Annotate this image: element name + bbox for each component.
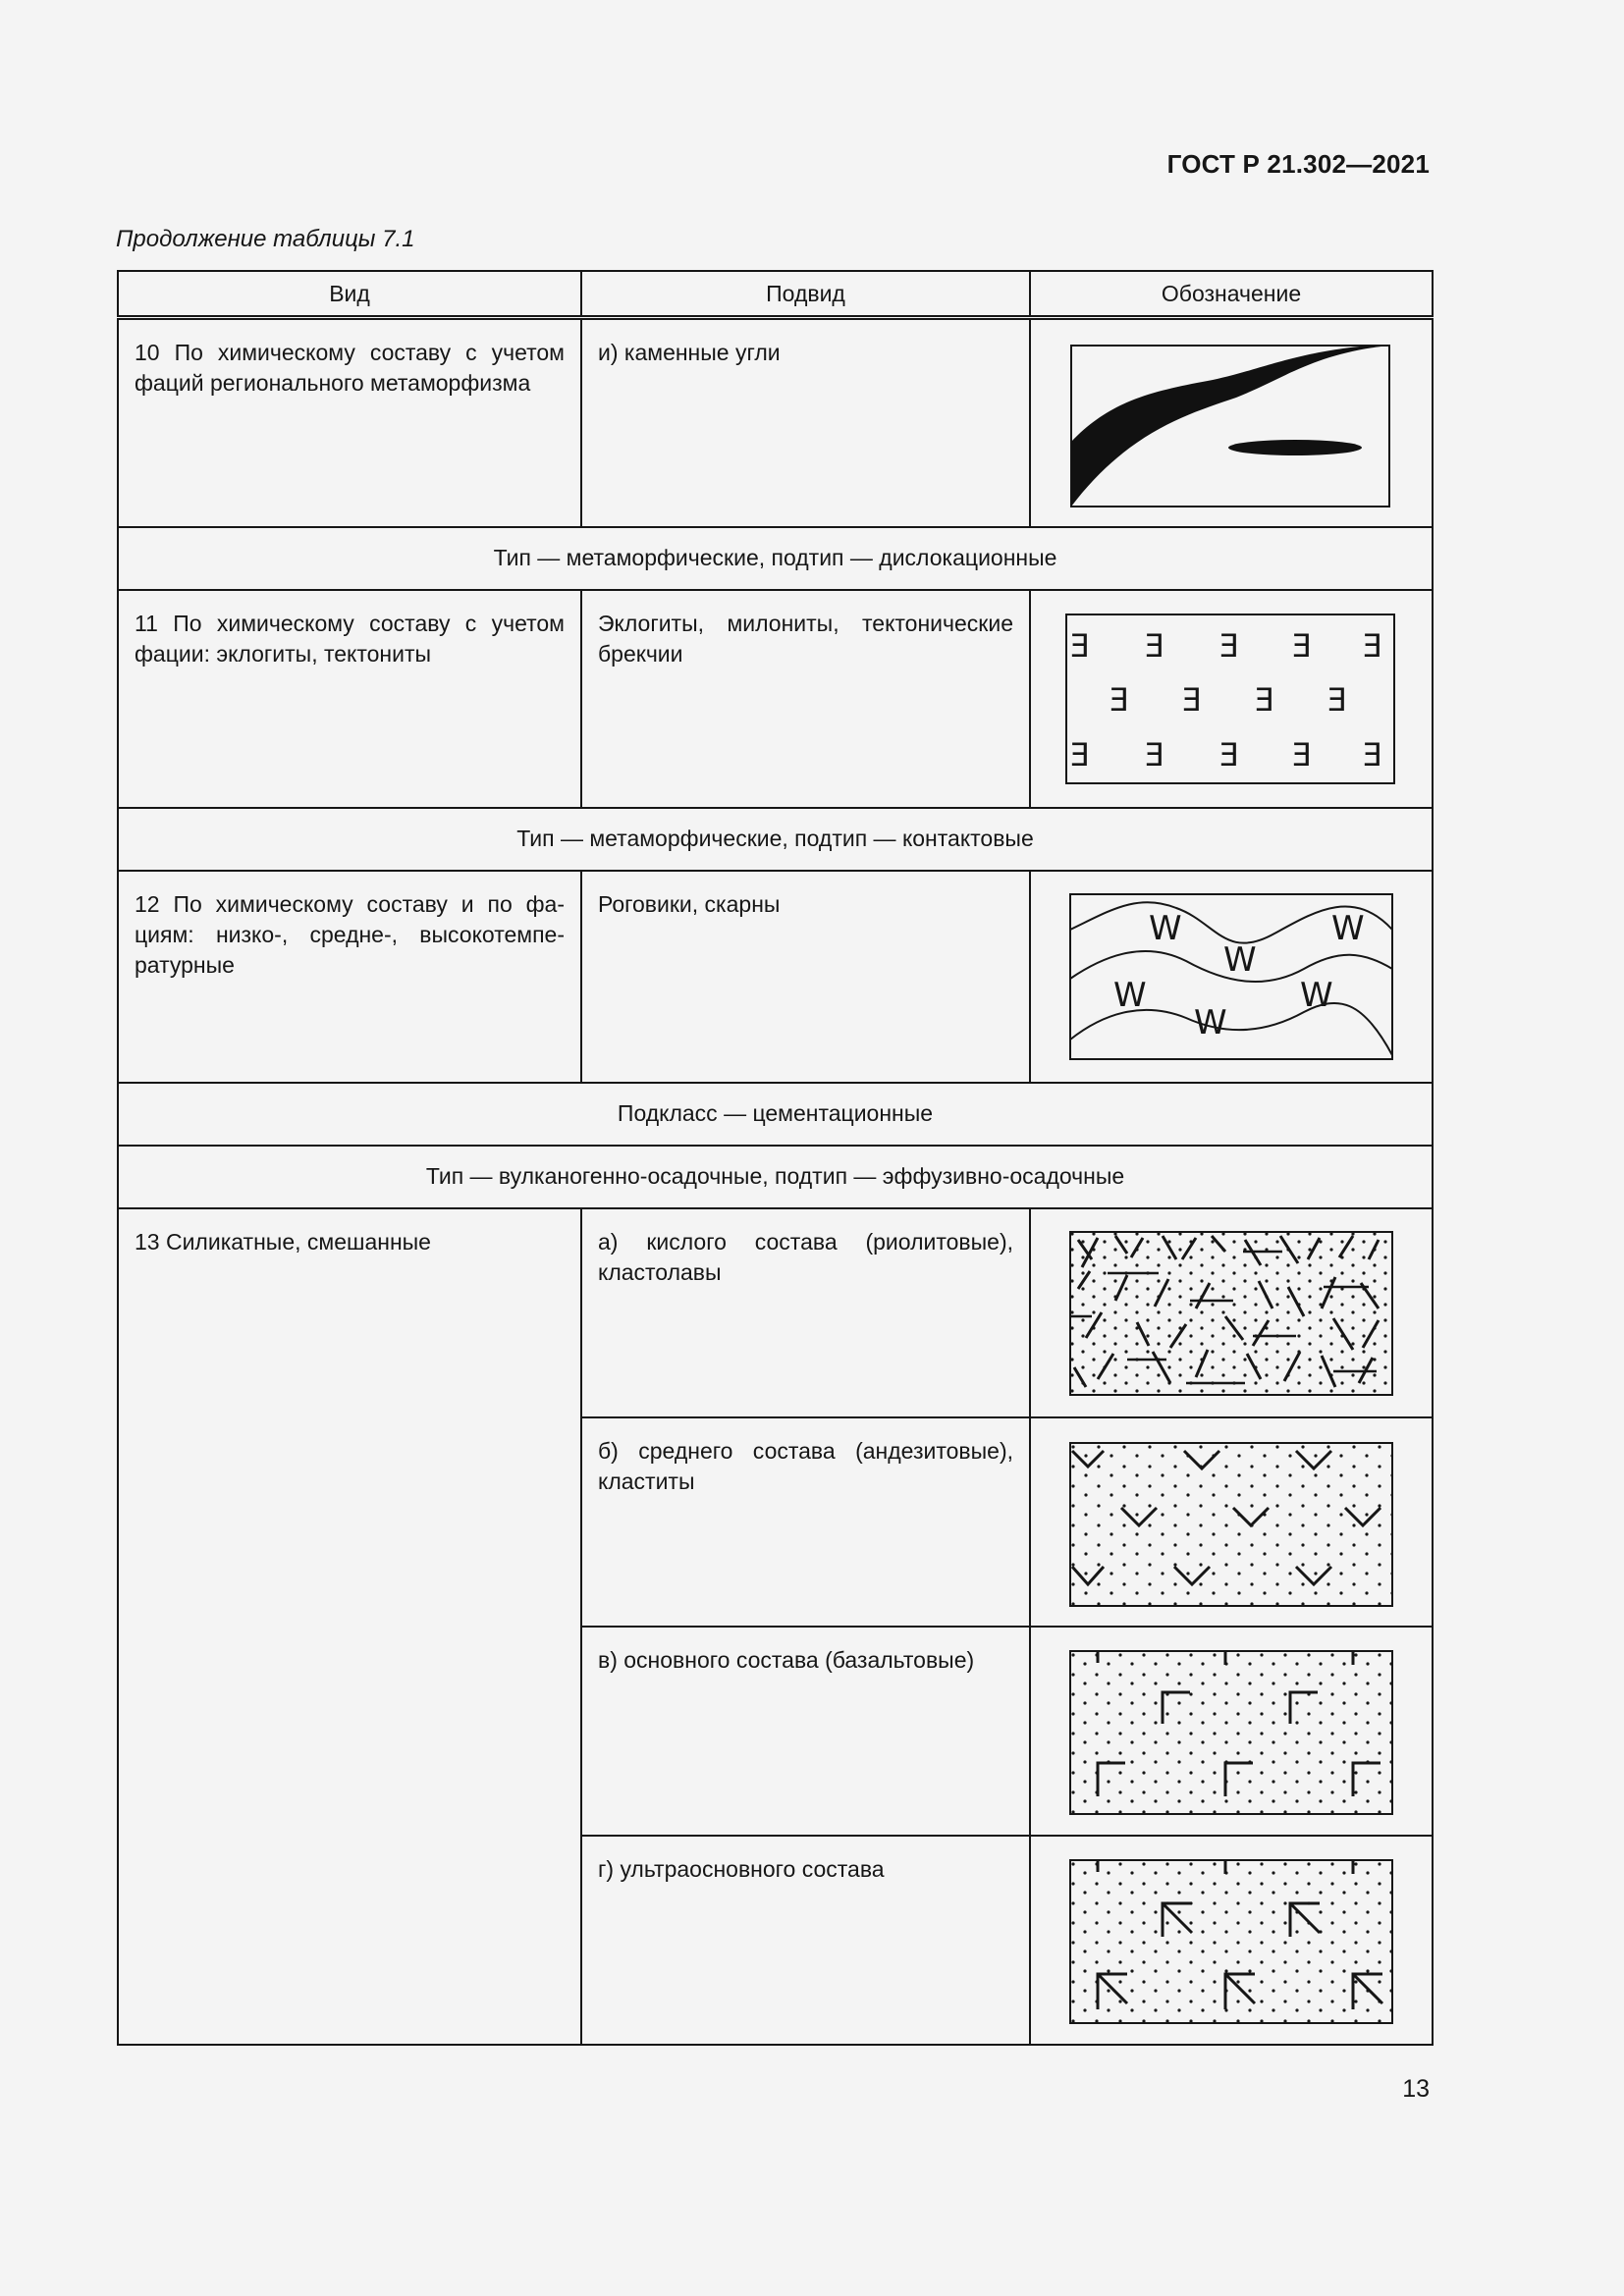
- page-number: 13: [1402, 2075, 1430, 2103]
- svg-text:E: E: [1326, 680, 1347, 719]
- svg-text:W: W: [1194, 1002, 1227, 1042]
- svg-text:W: W: [1113, 975, 1147, 1015]
- svg-text:E: E: [1218, 626, 1239, 665]
- svg-text:E: E: [1144, 735, 1164, 774]
- ultrabasic-symbol: [1068, 1858, 1394, 2025]
- coal-seam-symbol: [1069, 344, 1393, 510]
- table-continuation-caption: Продолжение таблицы 7.1: [116, 226, 415, 252]
- kind-cell: 12 По химическому составу и по фа-циям: низко-, средне-, высокотемпе-ратурные: [135, 890, 565, 978]
- subkind-cell: б) среднего состава (андезитовые), кластиты: [598, 1437, 1013, 1494]
- section-label: Тип — метаморфические, подтип — дислокационные: [118, 527, 1433, 590]
- svg-text:E: E: [1291, 735, 1312, 774]
- table-row: [118, 871, 1433, 1083]
- svg-text:W: W: [1331, 908, 1365, 948]
- rhyolite-clastolava-symbol: [1068, 1230, 1394, 1397]
- subkind-cell: в) основного состава (базальтовые): [598, 1646, 975, 1673]
- svg-text:W: W: [1223, 939, 1257, 980]
- table-section-row: [118, 527, 1433, 590]
- svg-text:E: E: [1291, 626, 1312, 665]
- document-number: ГОСТ Р 21.302—2021: [1166, 149, 1430, 179]
- subkind-cell: г) ультраосновного состава: [598, 1855, 885, 1882]
- svg-text:E: E: [1144, 626, 1164, 665]
- svg-text:W: W: [1300, 975, 1333, 1015]
- svg-text:E: E: [1218, 735, 1239, 774]
- kind-cell: 11 По химическому составу с учетом фации: эклогиты, тектониты: [135, 610, 565, 667]
- subkind-cell: Эклогиты, милониты, тектонические брекчии: [598, 610, 1013, 667]
- column-header-subkind: Подвид: [581, 271, 1030, 318]
- subkind-cell: Роговики, скарны: [598, 890, 781, 917]
- column-header-kind: Вид: [118, 271, 581, 318]
- table-row: [118, 590, 1433, 808]
- table-row: [118, 318, 1433, 527]
- svg-text:E: E: [1069, 626, 1090, 665]
- svg-text:E: E: [1181, 680, 1202, 719]
- eclogite-symbol: [1064, 613, 1398, 785]
- basalt-symbol: [1068, 1649, 1394, 1816]
- subkind-cell: а) кислого состава (риолитовые), кластолавы: [598, 1228, 1013, 1285]
- table-header-row: [118, 271, 1433, 318]
- section-label: Подкласс — цементационные: [118, 1083, 1433, 1146]
- legend-table: [117, 270, 1434, 2046]
- svg-text:E: E: [1069, 735, 1090, 774]
- kind-cell: 13 Силикатные, смешанные: [135, 1228, 431, 1255]
- hornfels-symbol: [1068, 892, 1394, 1061]
- table-section-row: [118, 1146, 1433, 1208]
- column-header-symbol: Обозначение: [1030, 271, 1433, 318]
- subkind-cell: и) каменные угли: [598, 340, 781, 365]
- table-row: [118, 1208, 1433, 1417]
- svg-text:E: E: [1362, 735, 1382, 774]
- andesite-clastite-symbol: [1068, 1441, 1394, 1608]
- kind-cell: 10 По химическому составу с учетом фаций регионального метаморфизма: [135, 340, 565, 396]
- section-label: Тип — вулканогенно-осадочные, подтип — эффузивно-осадочные: [118, 1146, 1433, 1208]
- section-label: Тип — метаморфические, подтип — контактовые: [118, 808, 1433, 871]
- svg-text:E: E: [1109, 680, 1129, 719]
- table-section-row: [118, 808, 1433, 871]
- svg-text:E: E: [1362, 626, 1382, 665]
- svg-text:W: W: [1149, 908, 1182, 948]
- table-section-row: [118, 1083, 1433, 1146]
- svg-text:E: E: [1254, 680, 1274, 719]
